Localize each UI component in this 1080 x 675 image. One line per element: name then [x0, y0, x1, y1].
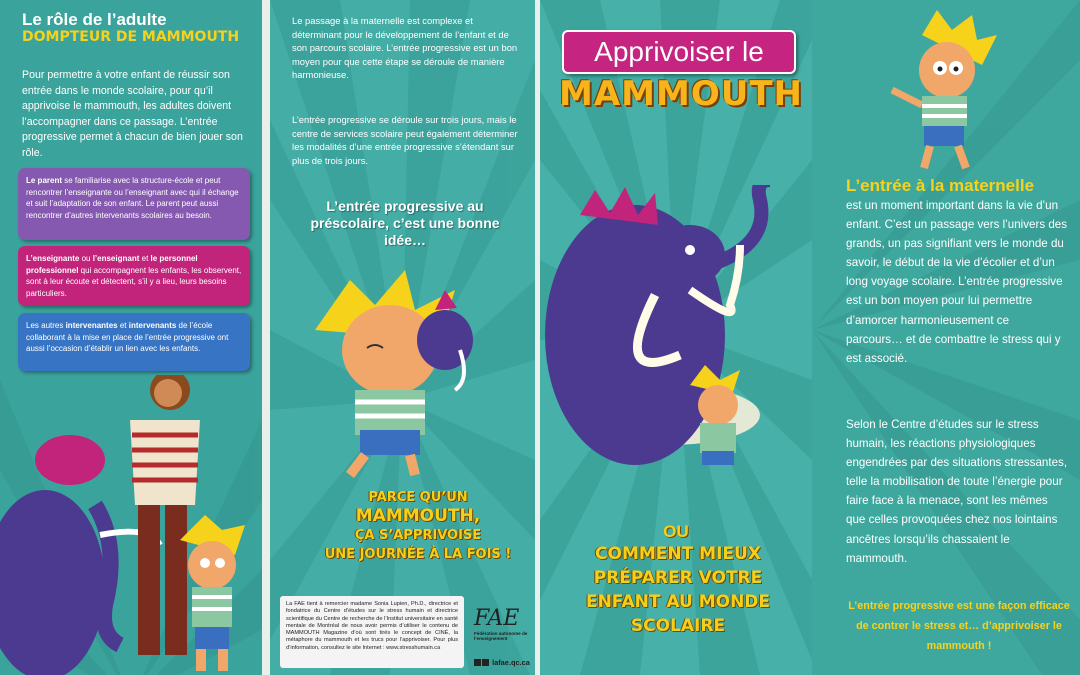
cover-title-top: Apprivoiser le — [562, 30, 796, 74]
panel-entree-progressive — [270, 0, 535, 675]
box2-mid1: ou — [79, 254, 93, 263]
stress-text: Selon le Centre d’études sur le stress humain, les réactions physiologiques engendrées par des situations stressantes, telle la mobilisation de toute l’énergie pour faire face à la menace, sont les mêmes que celles provoquées chez nos lointains ancêtres lorsqu’ils chassaient le mammouth. — [846, 418, 1068, 565]
duration-text: L’entrée progressive se déroule sur trois jours, mais le centre de services scolaire peut également déterminer les modalités d’une entrée progressive s’étendant sur plus de trois jours. — [292, 114, 518, 166]
panel-entree-maternelle — [812, 0, 1080, 675]
box2-text: qui accompagnent les enfants, les observent, sont à leur écoute et détectent, s’il y a lieu, leurs besoins particuliers. — [26, 265, 242, 298]
staff-role-box — [18, 313, 250, 371]
fae-logo-mark: FAE — [474, 606, 520, 631]
mother-mammoth-child-illustration — [0, 375, 262, 675]
box3-text: de l’école collaborant à la mise en place de l’entrée progressive ont aussi l’occasion d’établir un lien avec les enfants. — [26, 321, 229, 353]
cover-ou: OU — [663, 522, 689, 541]
box2-bold2: l’enseignant — [92, 254, 140, 263]
box2-mid2: et — [139, 254, 151, 263]
panel2-heading: L’entrée progressive au préscolaire, c’est une bonne idée… — [310, 198, 500, 248]
fae-logo-name: Fédération autonome de l’enseignement — [474, 631, 528, 642]
slogan-line3: ÇA S’APPRIVOISE — [354, 528, 482, 543]
passage-text: Le passage à la maternelle est complexe et déterminant pour le développement de l’enfant et de son parcours scolaire. L’entrée progressive est un bon moyen pour que cette étape se déroule de manière harmonieuse. — [292, 15, 518, 80]
box1-text: se familiarise avec la structure-école et peut rencontrer l’enseignante ou l’enseignant avec qui il échange et suit l’adaptation de son enfant. Le parent peut aussi rencontrer d’autres intervenants scolaires au besoin. — [26, 176, 239, 220]
fold-divider — [262, 0, 270, 675]
box3-mid: et — [117, 321, 129, 330]
maternelle-text: est un moment important dans la vie d’un enfant. C’est un passage vers l’univers des grands, un pas signifiant vers le monde du savoir, le début de la vie d’écolier et d’un long voyage scolaire. L’entrée progressive est un bon moyen pour lui permettre d’amorcer harmonieusement ce parcours… et de combattre le stress qui y est associé. — [846, 199, 1068, 365]
worried-child-illustration — [882, 10, 1012, 170]
panel1-body: Pour permettre à votre enfant de réussir son entrée dans le monde scolaire, pour qu’il apprivoise le mammouth, les adultes doivent l’accompagner dans ce passage. L’entrée progressive permet à chacun de bien jouer son rôle. — [22, 69, 243, 159]
fae-logo — [474, 606, 535, 642]
fae-website[interactable] — [474, 658, 530, 667]
box3-bold1: intervenantes — [65, 321, 118, 330]
mammoth-and-child-illustration — [540, 185, 812, 485]
panel1-title: Le rôle de l’adulte — [22, 10, 167, 29]
cover-title-mammouth: MAMMOUTH — [559, 74, 803, 114]
panel2-slogan — [318, 488, 518, 564]
box1-bold: Le parent — [26, 176, 63, 185]
facebook-icon[interactable] — [474, 659, 481, 666]
box2-bold1: L’enseignante — [26, 254, 80, 263]
credits-box: La FAE tient à remercier madame Sonia Lupien, Ph.D., directrice et fondatrice du Centre d’études sur le stress humain et directrice scientifique du Centre de recherche de l’Institut universitaire en santé mentale de Montréal de nous avoir permis d’utiliser le contenu de MAMMOUTH Magazine d’où sont tirés le concept de CINÉ, la métaphore du mammouth et les trucs pour l’apprivoiser. Pour plus d’information, consultez le site Internet : www.stresshumain.ca — [280, 596, 464, 668]
panel-cover — [540, 0, 812, 675]
panel4-conclusion: L’entrée progressive est une façon efficace de contrer le stress et… d’apprivoiser le mammouth ! — [848, 600, 1070, 652]
box3-pre: Les autres — [26, 321, 66, 330]
panel-role-adulte — [0, 0, 262, 675]
twitter-icon[interactable] — [482, 659, 489, 666]
cover-subtitle: COMMENT MIEUX PRÉPARER VOTRE ENFANT AU MONDE SCOLAIRE — [585, 544, 771, 636]
slogan-line1: PARCE QU’UN — [368, 490, 468, 505]
panel4-heading: L’entrée à la maternelle — [846, 176, 1035, 195]
box2-bold3: le personnel professionnel — [26, 254, 198, 275]
parent-role-box — [18, 168, 250, 240]
panel1-subtitle: DOMPTEUR DE MAMMOUTH — [22, 29, 240, 45]
box3-bold2: intervenants — [128, 321, 177, 330]
teacher-role-box — [18, 246, 250, 306]
child-hugging-mammoth-illustration — [295, 270, 515, 480]
slogan-line4: UNE JOURNÉE À LA FOIS ! — [324, 547, 512, 562]
fae-site-link[interactable]: lafae.qc.ca — [492, 658, 530, 667]
slogan-line2: MAMMOUTH, — [355, 506, 481, 526]
